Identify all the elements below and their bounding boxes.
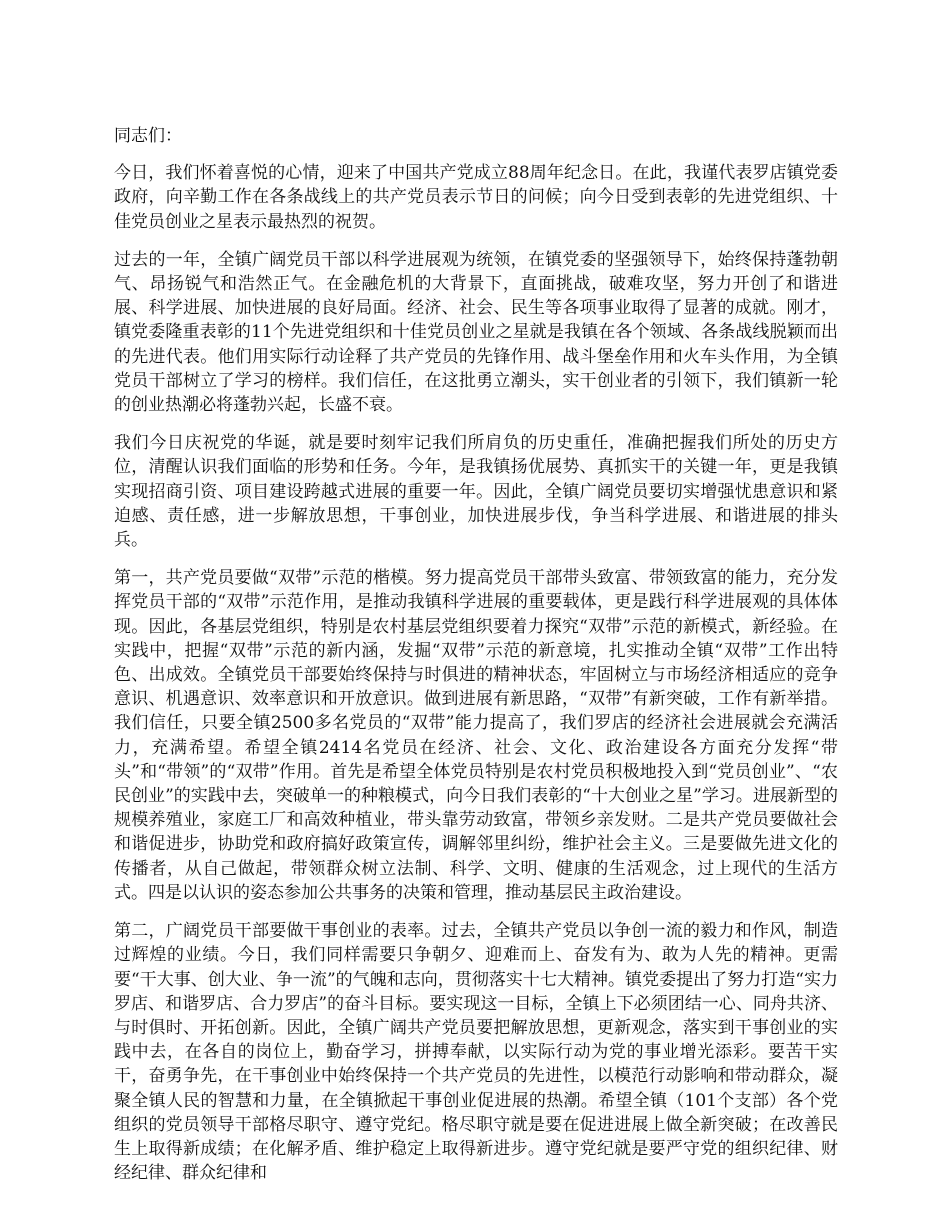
paragraph-second-point: 第二，广阔党员干部要做干事创业的表率。过去，全镇共产党员以争创一流的毅力和作风，制造过辉煌的业绩。今日，我们同样需要只争朝夕、迎难而上、奋发有为、敢为人先的精神。更需要“干大事、创大业、争一流”的气魄和志向，贯彻落实十七大精神。镇党委提出了努力打造“实力罗店、和谐罗店、合力罗店”的奋斗目标。要实现这一目标，全镇上下必须团结一心、同舟共济、与时俱时、开拓创新。因此，全镇广阔共产党员要把解放思想，更新观念，落实到干事创业的实践中去，在各自的岗位上，勤奋学习，拼搏奉献，以实际行动为党的事业增光添彩。要苦干实干，奋勇争先，在干事创业中始终保持一个共产党员的先进性，以模范行动影响和带动群众，凝聚全镇人民的智慧和力量，在全镇掀起干事创业促进展的热潮。希望全镇（101个支部）各个党组织的党员领导干部格尽职守、遵守党纪。格尽职守就是要在促进进展上做全新突破；在改善民生上取得新成绩；在化解矛盾、维护稳定上取得新进步。遵守党纪就是要严守党的组织纪律、财经纪律、群众纪律和 — [114, 921, 838, 1184]
paragraph-first-point: 第一，共产党员要做“双带”示范的楷模。努力提高党员干部带头致富、带领致富的能力，充分发挥党员干部的“双带”示范作用，是推动我镇科学进展的重要载体，更是践行科学进展观的具体体现。因此，各基层党组织，特别是农村基层党组织要着力探究“双带”示范的新模式，新经验。在实践中，把握“双带”示范的新内涵，发掘“双带”示范的新意境，扎实推动全镇“双带”工作出特色、出成效。全镇党员干部要始终保持与时俱进的精神状态，牢固树立与市场经济相适应的竞争意识、机遇意识、效率意识和开放意识。做到进展有新思路，“双带”有新突破，工作有新举措。我们信任，只要全镇2500多名党员的“双带”能力提高了，我们罗店的经济社会进展就会充满活力，充满希望。希望全镇2414名党员在经济、社会、文化、政治建设各方面充分发挥“带头”和“带领”的“双带”作用。首先是希望全体党员特别是农村党员积极地投入到“党员创业”、“农民创业”的实践中去，突破单一的种粮模式，向今日我们表彰的“十大创业之星”学习。进展新型的规模养殖业，家庭工厂和高效种植业，带头靠劳动致富，带领乡亲发财。二是共产党员要做社会和谐促进步，协助党和政府搞好政策宣传，调解邻里纠纷，维护社会主义。三是要做先进文化的传播者，从自己做起，带领群众树立法制、科学、文明、健康的生活观念，过上现代的生活方式。四是以认识的姿态参加公共事务的决策和管理，推动基层民主政治建设。 — [114, 568, 838, 903]
salutation: 同志们： — [114, 126, 182, 146]
document-body — [114, 124, 838, 1199]
paragraph-mission: 我们今日庆祝党的华诞，就是要时刻牢记我们所肩负的历史重任，准确把握我们所处的历史方位，清醒认识我们面临的形势和任务。今年，是我镇扬优展势、真抓实干的关键一年，更是我镇实现招商引资、项目建设跨越式进展的重要一年。因此，全镇广阔党员要切实增强忧患意识和紧迫感、责任感，进一步解放思想，干事创业，加快进展步伐，争当科学进展、和谐进展的排头兵。 — [114, 433, 838, 551]
paragraph-greeting: 今日，我们怀着喜悦的心情，迎来了中国共产党成立88周年纪念日。在此，我谨代表罗店镇党委政府，向辛勤工作在各条战线上的共产党员表示节日的问候；向今日受到表彰的先进党组织、十佳党员创业之星表示最热烈的祝贺。 — [114, 163, 838, 232]
paragraph-past-year: 过去的一年，全镇广阔党员干部以科学进展观为统领，在镇党委的坚强领导下，始终保持蓬勃朝气、昂扬锐气和浩然正气。在金融危机的大背景下，直面挑战，破难攻坚，努力开创了和谐进展、科学进展、加快进展的良好局面。经济、社会、民生等各项事业取得了显著的成就。刚才，镇党委隆重表彰的11个先进党组织和十佳党员创业之星就是我镇在各个领域、各条战线脱颖而出的先进代表。他们用实际行动诠释了共产党员的先锋作用、战斗堡垒作用和火车头作用，为全镇党员干部树立了学习的榜样。我们信任，在这批勇立潮头，实干创业者的引领下，我们镇新一轮的创业热潮必将蓬勃兴起，长盛不衰。 — [114, 249, 838, 416]
